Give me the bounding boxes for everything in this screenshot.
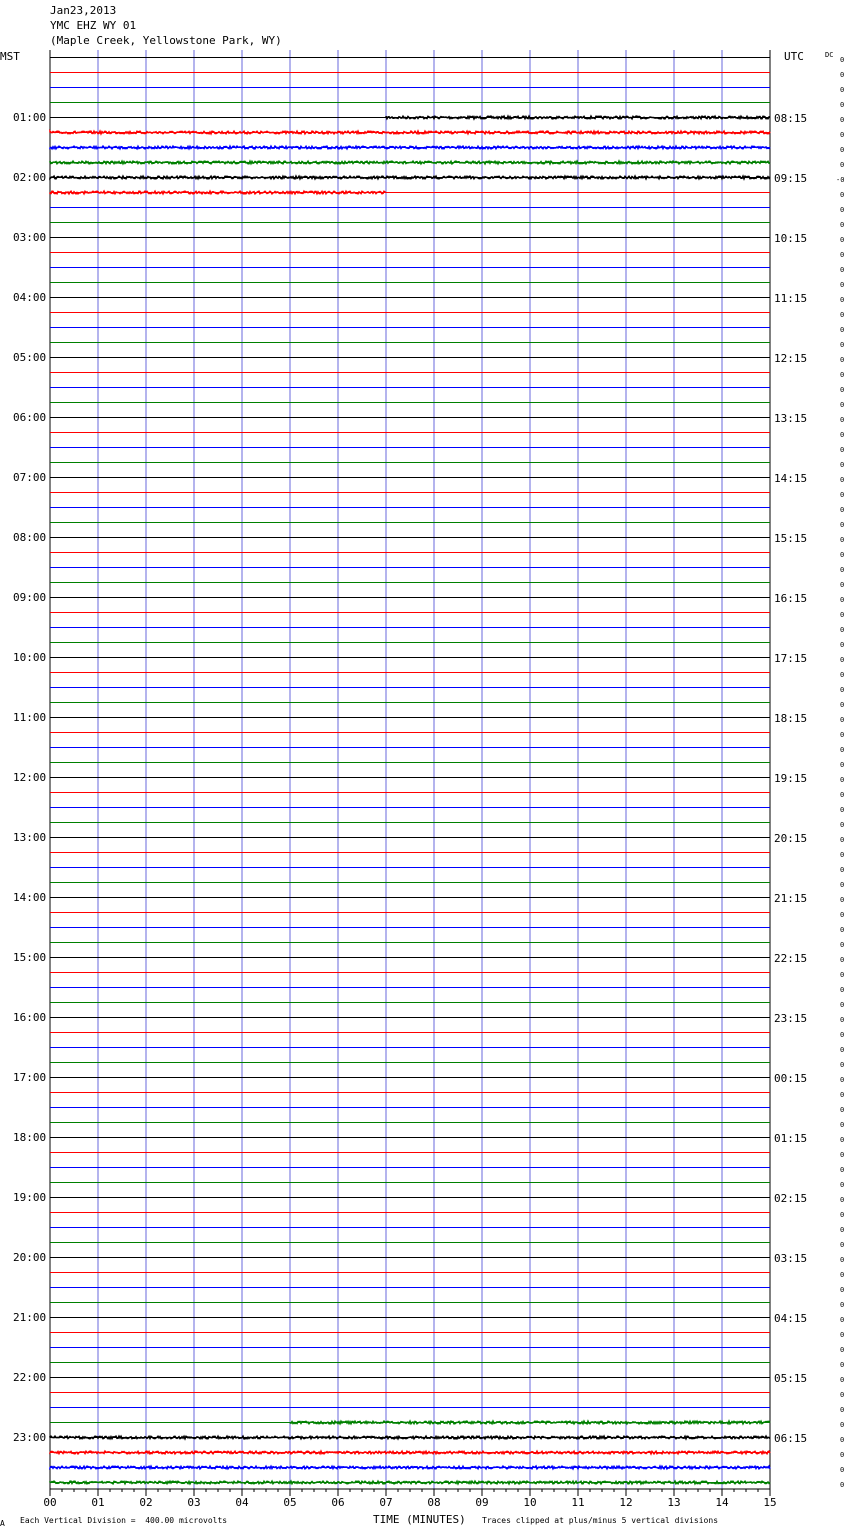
dc-value: 0 xyxy=(840,1406,845,1414)
dc-value: 0 xyxy=(840,1031,845,1039)
x-axis-title: TIME (MINUTES) xyxy=(373,1513,466,1526)
utc-hour-label: 10:15 xyxy=(774,232,808,245)
dc-value: 0 xyxy=(840,806,845,814)
dc-value: 0 xyxy=(840,116,845,124)
dc-value: 0 xyxy=(840,596,845,604)
mst-hour-label: 17:00 xyxy=(13,1071,47,1084)
mst-hour-label: 22:00 xyxy=(13,1371,47,1384)
utc-hour-label: 23:15 xyxy=(774,1012,808,1025)
dc-value: 0 xyxy=(840,896,845,904)
mst-hour-label: 12:00 xyxy=(13,771,47,784)
dc-value: 0 xyxy=(840,776,845,784)
dc-value: 0 xyxy=(840,416,845,424)
x-tick-label: 06 xyxy=(331,1496,345,1509)
dc-value: 0 xyxy=(840,431,845,439)
x-tick-label: 09 xyxy=(475,1496,489,1509)
dc-value: 0 xyxy=(840,641,845,649)
dc-value: 0 xyxy=(840,671,845,679)
x-tick-label: 12 xyxy=(619,1496,633,1509)
dc-value: 0 xyxy=(840,506,845,514)
trace-noise xyxy=(50,161,770,164)
dc-value: 0 xyxy=(840,101,845,109)
x-tick-label: 07 xyxy=(379,1496,393,1509)
dc-value: 0 xyxy=(840,791,845,799)
mst-hour-label: 07:00 xyxy=(13,471,47,484)
dc-value: 0 xyxy=(840,566,845,574)
trace-noise xyxy=(50,1466,770,1469)
dc-value: 0 xyxy=(840,491,845,499)
dc-value: 0 xyxy=(840,356,845,364)
trace-noise xyxy=(50,146,770,149)
utc-hour-label: 20:15 xyxy=(774,832,808,845)
dc-value: 0 xyxy=(840,161,845,169)
x-tick-label: 11 xyxy=(571,1496,585,1509)
dc-value: 0 xyxy=(840,581,845,589)
mst-hour-label: 14:00 xyxy=(13,891,47,904)
dc-value: 0 xyxy=(840,1241,845,1249)
dc-value: 0 xyxy=(840,656,845,664)
dc-value: 0 xyxy=(840,521,845,529)
dc-value: 0 xyxy=(840,461,845,469)
dc-value: 0 xyxy=(840,956,845,964)
mst-hour-label: 08:00 xyxy=(13,531,47,544)
utc-hour-label: 14:15 xyxy=(774,472,808,485)
utc-hour-label: 01:15 xyxy=(774,1132,808,1145)
x-tick-label: 10 xyxy=(523,1496,537,1509)
dc-value: 0 xyxy=(840,851,845,859)
dc-value: 0 xyxy=(840,281,845,289)
utc-label: UTC xyxy=(784,50,804,63)
dc-value: 0 xyxy=(840,821,845,829)
mst-hour-label: 16:00 xyxy=(13,1011,47,1024)
utc-hour-label: 00:15 xyxy=(774,1072,808,1085)
dc-value: 0 xyxy=(840,386,845,394)
dc-value: 0 xyxy=(840,1211,845,1219)
x-tick-label: 01 xyxy=(91,1496,105,1509)
dc-value: 0 xyxy=(840,611,845,619)
dc-value: -0 xyxy=(836,176,845,184)
dc-value: 0 xyxy=(840,1181,845,1189)
mst-hour-label: 23:00 xyxy=(13,1431,47,1444)
dc-value: 0 xyxy=(840,761,845,769)
utc-hour-label: 22:15 xyxy=(774,952,808,965)
station-code: YMC EHZ WY 01 xyxy=(50,19,137,32)
mst-hour-label: 04:00 xyxy=(13,291,47,304)
dc-value: 0 xyxy=(840,476,845,484)
dc-value: 0 xyxy=(840,731,845,739)
utc-hour-label: 09:15 xyxy=(774,172,808,185)
mst-hour-label: 01:00 xyxy=(13,111,47,124)
dc-value: 0 xyxy=(840,1106,845,1114)
dc-value: 0 xyxy=(840,371,845,379)
plot-date: Jan23,2013 xyxy=(50,4,117,17)
dc-value: 0 xyxy=(840,866,845,874)
dc-value: 0 xyxy=(840,1076,845,1084)
dc-value: 0 xyxy=(840,551,845,559)
utc-hour-label: 08:15 xyxy=(774,112,808,125)
dc-value: 0 xyxy=(840,716,845,724)
dc-value: 0 xyxy=(840,1091,845,1099)
mst-hour-label: 06:00 xyxy=(13,411,47,424)
dc-value: 0 xyxy=(840,146,845,154)
dc-value: 0 xyxy=(840,686,845,694)
dc-value: 0 xyxy=(840,86,845,94)
dc-value: 0 xyxy=(840,1001,845,1009)
x-tick-label: 13 xyxy=(667,1496,681,1509)
dc-value: 0 xyxy=(840,221,845,229)
dc-value: 0 xyxy=(840,1286,845,1294)
utc-hour-label: 16:15 xyxy=(774,592,808,605)
trace-noise xyxy=(50,1451,770,1454)
dc-value: 0 xyxy=(840,311,845,319)
trace-noise xyxy=(50,191,386,194)
utc-hour-label: 11:15 xyxy=(774,292,808,305)
utc-hour-label: 06:15 xyxy=(774,1432,808,1445)
dc-value: 0 xyxy=(840,341,845,349)
dc-value: 0 xyxy=(840,56,845,64)
dc-value: 0 xyxy=(840,401,845,409)
trace-noise xyxy=(50,1481,770,1484)
dc-value: 0 xyxy=(840,296,845,304)
x-tick-label: 03 xyxy=(187,1496,201,1509)
mst-hour-label: 05:00 xyxy=(13,351,47,364)
dc-value: 0 xyxy=(840,1226,845,1234)
dc-value: 0 xyxy=(840,1421,845,1429)
x-tick-label: 05 xyxy=(283,1496,297,1509)
x-tick-label: 04 xyxy=(235,1496,249,1509)
dc-label: DC xyxy=(825,51,834,59)
mst-hour-label: 21:00 xyxy=(13,1311,47,1324)
dc-value: 0 xyxy=(840,1391,845,1399)
dc-value: 0 xyxy=(840,326,845,334)
dc-value: 0 xyxy=(840,746,845,754)
station-location: (Maple Creek, Yellowstone Park, WY) xyxy=(50,34,282,47)
dc-value: 0 xyxy=(840,1316,845,1324)
utc-hour-label: 17:15 xyxy=(774,652,808,665)
utc-hour-label: 05:15 xyxy=(774,1372,808,1385)
mst-hour-label: 10:00 xyxy=(13,651,47,664)
scale-note: Each Vertical Division = 400.00 microvolts xyxy=(20,1516,228,1525)
dc-value: 0 xyxy=(840,1196,845,1204)
dc-value: 0 xyxy=(840,971,845,979)
mst-hour-label: 20:00 xyxy=(13,1251,47,1264)
dc-value: 0 xyxy=(840,536,845,544)
dc-value: 0 xyxy=(840,446,845,454)
mst-hour-label: 03:00 xyxy=(13,231,47,244)
dc-value: 0 xyxy=(840,1046,845,1054)
dc-value: 0 xyxy=(840,1121,845,1129)
dc-value: 0 xyxy=(840,1481,845,1489)
dc-value: 0 xyxy=(840,1301,845,1309)
dc-value: 0 xyxy=(840,1466,845,1474)
utc-hour-label: 15:15 xyxy=(774,532,808,545)
dc-value: 0 xyxy=(840,1256,845,1264)
dc-value: 0 xyxy=(840,911,845,919)
utc-hour-label: 18:15 xyxy=(774,712,808,725)
utc-hour-label: 03:15 xyxy=(774,1252,808,1265)
trace-noise xyxy=(50,131,770,134)
dc-value: 0 xyxy=(840,701,845,709)
x-tick-label: 08 xyxy=(427,1496,441,1509)
utc-hour-label: 19:15 xyxy=(774,772,808,785)
dc-value: 0 xyxy=(840,131,845,139)
corner-mark: A xyxy=(0,1519,5,1528)
dc-value: 0 xyxy=(840,941,845,949)
dc-value: 0 xyxy=(840,926,845,934)
utc-hour-label: 13:15 xyxy=(774,412,808,425)
dc-value: 0 xyxy=(840,1136,845,1144)
mst-hour-label: 15:00 xyxy=(13,951,47,964)
dc-value: 0 xyxy=(840,1451,845,1459)
dc-value: 0 xyxy=(840,1376,845,1384)
x-tick-label: 00 xyxy=(43,1496,57,1509)
mst-hour-label: 09:00 xyxy=(13,591,47,604)
dc-value: 0 xyxy=(840,1346,845,1354)
dc-value: 0 xyxy=(840,1361,845,1369)
dc-value: 0 xyxy=(840,1271,845,1279)
mst-hour-label: 13:00 xyxy=(13,831,47,844)
mst-hour-label: 19:00 xyxy=(13,1191,47,1204)
dc-value: 0 xyxy=(840,1151,845,1159)
x-tick-label: 02 xyxy=(139,1496,153,1509)
dc-value: 0 xyxy=(840,266,845,274)
mst-label: MST xyxy=(0,50,20,63)
mst-hour-label: 02:00 xyxy=(13,171,47,184)
utc-hour-label: 04:15 xyxy=(774,1312,808,1325)
dc-value: 0 xyxy=(840,71,845,79)
dc-value: 0 xyxy=(840,206,845,214)
mst-hour-label: 11:00 xyxy=(13,711,47,724)
dc-value: 0 xyxy=(840,1331,845,1339)
dc-value: 0 xyxy=(840,191,845,199)
mst-hour-label: 18:00 xyxy=(13,1131,47,1144)
dc-value: 0 xyxy=(840,836,845,844)
dc-value: 0 xyxy=(840,236,845,244)
dc-value: 0 xyxy=(840,626,845,634)
utc-hour-label: 12:15 xyxy=(774,352,808,365)
utc-hour-label: 02:15 xyxy=(774,1192,808,1205)
x-tick-label: 15 xyxy=(763,1496,777,1509)
dc-value: 0 xyxy=(840,1061,845,1069)
dc-value: 0 xyxy=(840,1436,845,1444)
dc-value: 0 xyxy=(840,1016,845,1024)
utc-hour-label: 21:15 xyxy=(774,892,808,905)
dc-value: 0 xyxy=(840,881,845,889)
x-tick-label: 14 xyxy=(715,1496,729,1509)
dc-value: 0 xyxy=(840,1166,845,1174)
dc-value: 0 xyxy=(840,251,845,259)
clip-note: Traces clipped at plus/minus 5 vertical divisions xyxy=(482,1516,719,1525)
dc-value: 0 xyxy=(840,986,845,994)
trace-noise xyxy=(50,1436,770,1439)
